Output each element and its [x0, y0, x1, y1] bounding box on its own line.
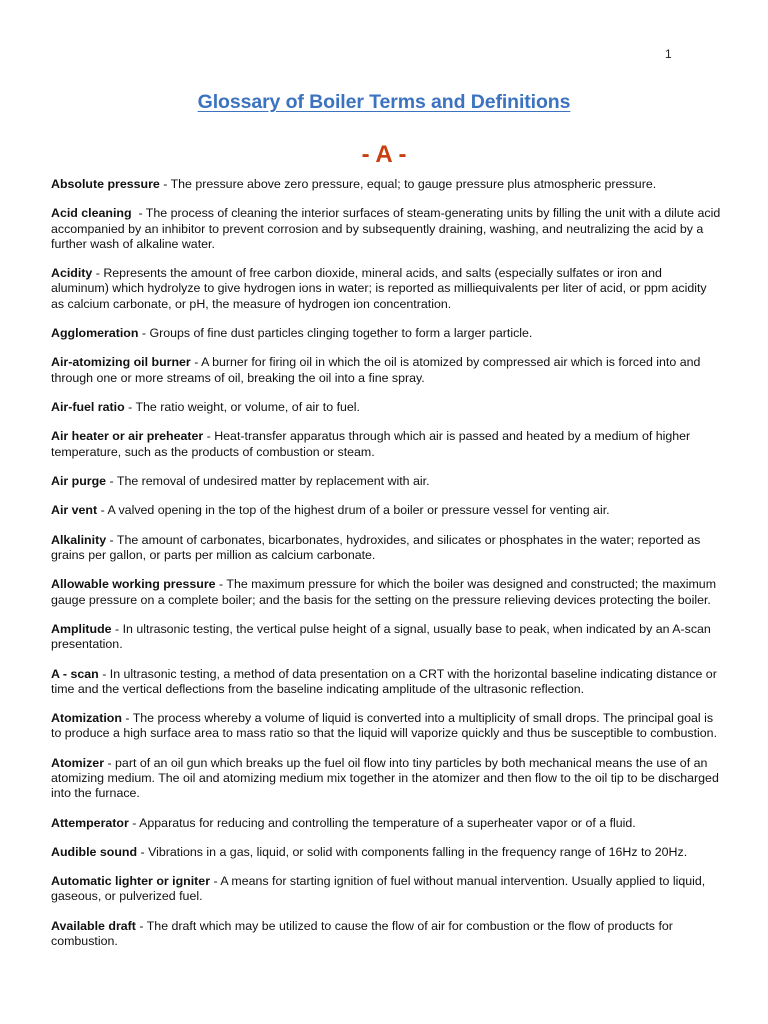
glossary-entry: Acidity - Represents the amount of free carbon dioxide, mineral acids, and salts (especially sulfates or iron and aluminum) which hydrolyze to give hydrogen ions in water; is reported as milliequivalents per liter of acid, or ppm acidity as calcium carbonate, or pH, the measure of hydrogen ion concentration.	[51, 266, 707, 311]
glossary-entry: Air purge - The removal of undesired matter by replacement with air.	[51, 473, 430, 488]
entry-term: Air heater or air preheater	[51, 429, 204, 444]
entry-definition: The process of cleaning the interior surfaces of steam-generating units by filling the unit with a dilute acid accompanied by an inhibitor to prevent corrosion and by subsequently draining, washing, and neutralizing the acid by a further wash of alkaline water.	[51, 206, 721, 251]
entry-term: Acidity	[51, 266, 93, 281]
entry-definition: The process whereby a volume of liquid is converted into a multiplicity of small drops. The principal goal is to produce a high surface area to mass ratio so that the liquid will vaporize quickly and thus be susceptible to combustion.	[51, 711, 718, 741]
entry-term: Acid cleaning	[51, 206, 132, 221]
entry-term: Air purge	[51, 473, 107, 488]
entry-term: Automatic lighter or igniter	[51, 874, 211, 889]
entry-definition: The maximum pressure for which the boiler was designed and constructed; the maximum gauge pressure on a complete boiler; and the basis for the setting on the pressure relieving devices protecting the boiler.	[51, 577, 717, 607]
glossary-entry: Absolute pressure - The pressure above zero pressure, equal; to gauge pressure plus atmospheric pressure.	[51, 177, 657, 191]
glossary-entry: Air heater or air preheater - Heat-transfer apparatus through which air is passed and heated by a medium of higher temperature, such as the products of combustion or steam.	[51, 429, 691, 459]
entry-term: Absolute pressure	[51, 177, 160, 191]
entry-definition: The amount of carbonates, bicarbonates, hydroxides, and silicates or phosphates in the water; reported as grains per gallon, or parts per million as calcium carbonate.	[51, 532, 701, 562]
glossary-entry: Allowable working pressure - The maximum pressure for which the boiler was designed and constructed; the maximum gauge pressure on a complete boiler; and the basis for the setting on the pressure relieving devices protecting the boiler.	[51, 577, 717, 607]
glossary-entry: Acid cleaning - The process of cleaning the interior surfaces of steam-generating units by filling the unit with a dilute acid accompanied by an inhibitor to prevent corrosion and by subsequently draining, washing, and neutralizing the acid by a further wash of alkaline water.	[51, 206, 721, 251]
entry-definition: A valved opening in the top of the highest drum of a boiler or pressure vessel for venting air.	[107, 503, 610, 518]
entry-definition: A burner for firing oil in which the oil is atomized by compressed air which is forced into and through one or more streams of oil, breaking the oil into a fine spray.	[51, 355, 701, 385]
document-title[interactable]: Glossary of Boiler Terms and Definitions	[197, 91, 571, 113]
entry-definition: A means for starting ignition of fuel without manual intervention. Usually applied to liquid, gaseous, or pulverized fuel.	[51, 874, 706, 904]
entry-term: Air-fuel ratio	[51, 399, 125, 414]
glossary-entry: Audible sound - Vibrations in a gas, liquid, or solid with components falling in the frequency range of 16Hz to 20Hz.	[51, 844, 688, 859]
entry-definition: The ratio weight, or volume, of air to fuel.	[135, 399, 360, 414]
entry-definition: Apparatus for reducing and controlling the temperature of a superheater vapor or of a fluid.	[139, 815, 636, 830]
glossary-entry: Agglomeration - Groups of fine dust particles clinging together to form a larger particle.	[51, 325, 533, 340]
entry-term: Audible sound	[51, 844, 138, 859]
entry-definition: The removal of undesired matter by replacement with air.	[116, 473, 430, 488]
glossary-entry: Automatic lighter or igniter - A means for starting ignition of fuel without manual intervention. Usually applied to liquid, gaseous, or pulverized fuel.	[51, 874, 706, 904]
glossary-entry: Available draft - The draft which may be utilized to cause the flow of air for combustion or the flow of products for combustion.	[51, 918, 673, 949]
entry-term: Amplitude	[51, 621, 112, 636]
glossary-entry: Atomizer - part of an oil gun which breaks up the fuel oil flow into tiny particles by both mechanical means the use of an atomizing medium. The oil and atomizing medium mix together in the atomizer and then flow to the oil tip to be discharged into the furnace.	[51, 755, 719, 801]
entry-definition: Groups of fine dust particles clinging together to form a larger particle.	[149, 325, 533, 340]
entry-term: Allowable working pressure	[51, 577, 216, 592]
page-number: 1	[665, 47, 672, 61]
entry-definition: The pressure above zero pressure, equal; to gauge pressure plus atmospheric pressure.	[170, 177, 657, 191]
entry-term: Atomizer	[51, 755, 105, 770]
entry-definition: In ultrasonic testing, a method of data presentation on a CRT with the horizontal baseline indicating distance or time and the vertical deflections from the baseline indicating amplitude of the ultrasonic reflection.	[51, 666, 717, 696]
entry-term: Atomization	[51, 711, 122, 726]
entry-definition: Vibrations in a gas, liquid, or solid with components falling in the frequency range of 16Hz to 20Hz.	[148, 844, 688, 859]
glossary-entry: Alkalinity - The amount of carbonates, bicarbonates, hydroxides, and silicates or phosphates in the water; reported as grains per gallon, or parts per million as calcium carbonate.	[51, 532, 701, 562]
glossary-entry: Atomization - The process whereby a volume of liquid is converted into a multiplicity of small drops. The principal goal is to produce a high surface area to mass ratio so that the liquid will vaporize quickly and thus be susceptible to combustion.	[51, 711, 718, 741]
glossary-entry: Air-fuel ratio - The ratio weight, or volume, of air to fuel.	[51, 399, 360, 414]
glossary-entry: Air vent - A valved opening in the top of the highest drum of a boiler or pressure vessel for venting air.	[51, 503, 610, 518]
glossary-entry: Amplitude - In ultrasonic testing, the vertical pulse height of a signal, usually base to peak, when indicated by an A-scan presentation.	[51, 621, 711, 652]
glossary-entry: A - scan - In ultrasonic testing, a method of data presentation on a CRT with the horizontal baseline indicating distance or time and the vertical deflections from the baseline indicating amplitude of the ultrasonic reflection.	[51, 666, 717, 696]
glossary-entry: Air-atomizing oil burner - A burner for firing oil in which the oil is atomized by compressed air which is forced into and through one or more streams of oil, breaking the oil into a fine spray.	[51, 355, 701, 385]
entry-definition: The draft which may be utilized to cause the flow of air for combustion or the flow of products for combustion.	[51, 918, 673, 949]
entry-definition: Heat-transfer apparatus through which air is passed and heated by a medium of higher temperature, such as the products of combustion or steam.	[51, 429, 691, 459]
entry-term: Air-atomizing oil burner	[51, 355, 191, 370]
glossary-entry: Attemperator - Apparatus for reducing and controlling the temperature of a superheater vapor or of a fluid.	[51, 815, 636, 830]
entry-definition: Represents the amount of free carbon dioxide, mineral acids, and salts (especially sulfates or iron and aluminum) which hydrolyze to give hydrogen ions in water; is reported as milliequivalents per liter of acid, or ppm acidity as calcium carbonate, or pH, the measure of hydrogen ion concentration.	[51, 266, 707, 311]
entry-term: A - scan	[51, 666, 99, 681]
entry-term: Alkalinity	[51, 532, 107, 547]
entry-term: Agglomeration	[51, 325, 139, 340]
glossary-entries	[51, 177, 721, 963]
section-letter: - A -	[361, 141, 407, 168]
entry-definition: part of an oil gun which breaks up the fuel oil flow into tiny particles by both mechanical means the use of an atomizing medium. The oil and atomizing medium mix together in the atomizer and then flow to the oil tip to be discharged into the furnace.	[51, 755, 719, 801]
entry-term: Air vent	[51, 503, 98, 518]
entry-term: Available draft	[51, 918, 136, 933]
entry-definition: In ultrasonic testing, the vertical pulse height of a signal, usually base to peak, when indicated by an A-scan presentation.	[51, 621, 711, 652]
entry-term: Attemperator	[51, 815, 129, 830]
